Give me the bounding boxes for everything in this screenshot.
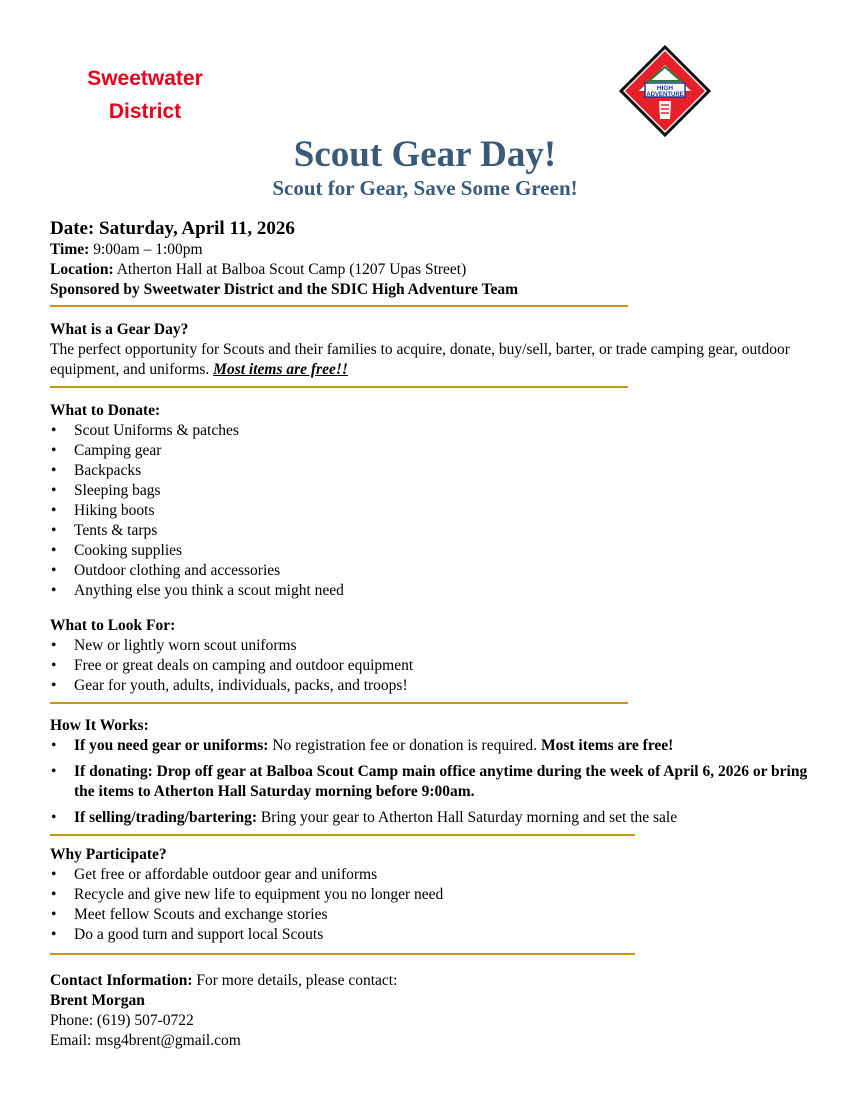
- list-item: • Scout Uniforms & patches: [50, 421, 820, 441]
- list-item: • Meet fellow Scouts and exchange stories: [50, 905, 820, 925]
- event-sponsor: Sponsored by Sweetwater District and the SDIC High Adventure Team: [50, 281, 519, 298]
- boot-icon: [659, 101, 671, 119]
- divider: [50, 834, 635, 836]
- how-item-3-label: If selling/trading/bartering:: [74, 809, 257, 826]
- look-for-heading: What to Look For:: [50, 617, 176, 634]
- list-item: • Recycle and give new life to equipment you no longer need: [50, 885, 820, 905]
- list-item: • Outdoor clothing and accessories: [50, 561, 820, 581]
- location-label: Location:: [50, 261, 114, 278]
- divider: [50, 305, 628, 307]
- divider: [50, 386, 628, 388]
- page-title: Scout Gear Day!: [293, 134, 557, 175]
- high-adventure-logo: [619, 45, 711, 137]
- district-line-1: Sweetwater: [87, 67, 203, 90]
- list-item: • Cooking supplies: [50, 541, 820, 561]
- divider: [50, 702, 628, 704]
- location-value: Atherton Hall at Balboa Scout Camp (1207 Upas Street): [113, 261, 467, 278]
- gear-day-description: The perfect opportunity for Scouts and their families to acquire, donate, buy/sell, barter, or trade camping gear, outdoor equipment, and uniforms.: [50, 341, 790, 378]
- how-list: [50, 736, 820, 828]
- page-subtitle: Scout for Gear, Save Some Green!: [272, 176, 578, 200]
- gear-day-heading: What is a Gear Day?: [50, 321, 189, 338]
- list-item: • Do a good turn and support local Scouts: [50, 925, 820, 945]
- event-location: [50, 260, 820, 280]
- contact-name: Brent Morgan: [50, 992, 145, 1009]
- how-item-1-emphasis: Most items are free!: [540, 737, 674, 754]
- contact-email: Email: msg4brent@gmail.com: [50, 1032, 241, 1049]
- flyer-content: [50, 218, 820, 1051]
- why-list: [50, 865, 820, 945]
- contact-text: For more details, please contact:: [192, 972, 398, 989]
- list-item: • Hiking boots: [50, 501, 820, 521]
- list-item: • Anything else you think a scout might need: [50, 581, 820, 601]
- donate-list: [50, 421, 820, 601]
- how-item-1-label: If you need gear or uniforms:: [74, 737, 269, 754]
- event-time: [50, 240, 820, 260]
- list-item: • Tents & tarps: [50, 521, 820, 541]
- gear-day-text: [50, 340, 820, 380]
- contact-info: [50, 971, 820, 991]
- logo-text-adventure: ADVENTURE: [646, 92, 684, 98]
- district-name: [60, 62, 230, 128]
- time-value: 9:00am – 1:00pm: [89, 241, 203, 258]
- list-item: • Gear for youth, adults, individuals, packs, and troops!: [50, 676, 820, 696]
- how-item-3-text: Bring your gear to Atherton Hall Saturday morning and set the sale: [256, 809, 678, 826]
- list-item: • Sleeping bags: [50, 481, 820, 501]
- list-item: [50, 762, 820, 802]
- list-item: • Camping gear: [50, 441, 820, 461]
- contact-label: Contact Information:: [50, 972, 193, 989]
- look-for-list: [50, 636, 820, 696]
- logo-text-high: HIGH: [656, 85, 674, 92]
- contact-phone: Phone: (619) 507-0722: [50, 1012, 194, 1029]
- district-line-2: District: [108, 100, 182, 123]
- why-heading: Why Participate?: [50, 846, 167, 863]
- how-item-1-text: No registration fee or donation is required.: [268, 737, 541, 754]
- how-heading: How It Works:: [50, 717, 149, 734]
- donate-heading: What to Donate:: [50, 402, 161, 419]
- list-item: • Free or great deals on camping and outdoor equipment: [50, 656, 820, 676]
- gear-day-emphasis: Most items are free!!: [213, 361, 348, 378]
- time-label: Time:: [50, 241, 90, 258]
- list-item: • Get free or affordable outdoor gear and uniforms: [50, 865, 820, 885]
- list-item: • Backpacks: [50, 461, 820, 481]
- how-item-2-text: If donating: Drop off gear at Balboa Scout Camp main office anytime during the week of April 6, 2026 or bring the items to Atherton Hall Saturday morning before 9:00am.: [74, 763, 808, 800]
- list-item: [50, 808, 820, 828]
- divider: [50, 953, 635, 955]
- list-item: [50, 736, 820, 756]
- list-item: • New or lightly worn scout uniforms: [50, 636, 820, 656]
- event-date: Date: Saturday, April 11, 2026: [50, 218, 295, 239]
